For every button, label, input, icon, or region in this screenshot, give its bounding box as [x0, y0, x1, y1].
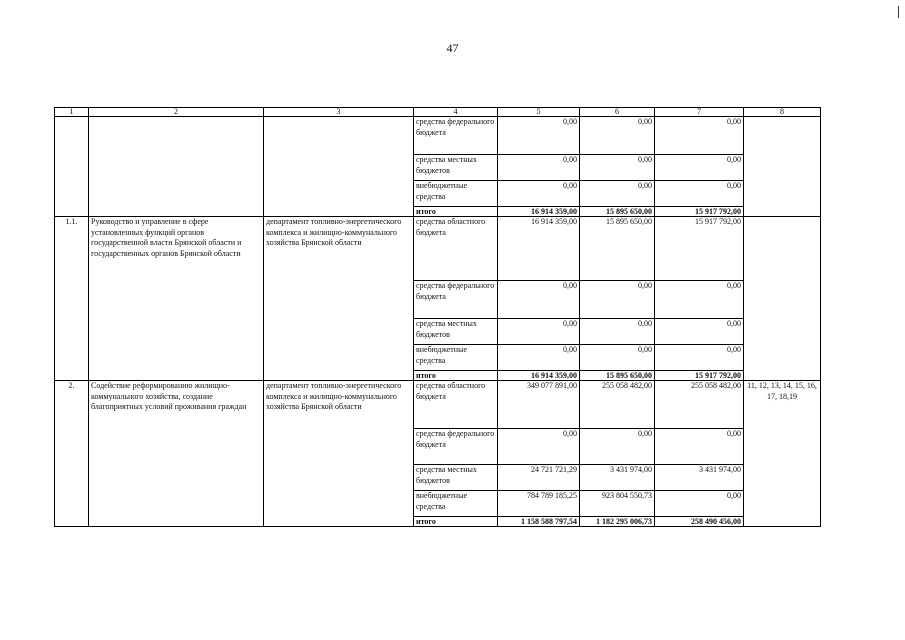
value-cell: 0,00 — [655, 155, 744, 181]
value-cell: 0,00 — [498, 117, 580, 155]
total-cell: 1 182 295 006,73 — [580, 517, 655, 527]
source-label: средства федерального бюджета — [414, 429, 498, 465]
cell-empty — [744, 117, 821, 217]
value-cell: 0,00 — [655, 181, 744, 207]
row-number: 1.1. — [55, 217, 89, 381]
value-cell: 3 431 974,00 — [580, 465, 655, 491]
scan-mark — [898, 6, 899, 18]
total-cell: 15 917 792,00 — [655, 207, 744, 217]
value-cell: 0,00 — [655, 281, 744, 319]
total-cell: 15 917 792,00 — [655, 371, 744, 381]
source-label: внебюджетные средства — [414, 345, 498, 371]
total-cell: 16 914 359,00 — [498, 207, 580, 217]
value-cell: 0,00 — [498, 345, 580, 371]
col-header: 1 — [55, 108, 89, 117]
col-header: 5 — [498, 108, 580, 117]
value-cell: 0,00 — [580, 117, 655, 155]
value-cell: 16 914 359,00 — [498, 217, 580, 281]
source-label: внебюджетные средства — [414, 491, 498, 517]
value-cell: 923 804 550,73 — [580, 491, 655, 517]
table-row — [55, 381, 821, 429]
table-row — [55, 117, 821, 155]
source-label: средства областного бюджета — [414, 381, 498, 429]
total-label: итого — [414, 517, 498, 527]
value-cell: 0,00 — [655, 345, 744, 371]
value-cell: 0,00 — [498, 429, 580, 465]
value-cell: 0,00 — [655, 429, 744, 465]
source-label: средства федерального бюджета — [414, 281, 498, 319]
total-cell: 258 490 456,00 — [655, 517, 744, 527]
value-cell: 0,00 — [655, 319, 744, 345]
value-cell: 255 058 482,00 — [580, 381, 655, 429]
source-label: средства местных бюджетов — [414, 319, 498, 345]
total-cell: 16 914 359,00 — [498, 371, 580, 381]
table-row — [55, 217, 821, 281]
cell-empty — [264, 117, 414, 217]
value-cell: 0,00 — [498, 181, 580, 207]
value-cell: 0,00 — [580, 181, 655, 207]
value-cell: 3 431 974,00 — [655, 465, 744, 491]
value-cell: 784 789 185,25 — [498, 491, 580, 517]
value-cell: 255 058 482,00 — [655, 381, 744, 429]
value-cell: 0,00 — [580, 429, 655, 465]
source-label: внебюджетные средства — [414, 181, 498, 207]
value-cell: 0,00 — [655, 491, 744, 517]
value-cell: 349 077 891,00 — [498, 381, 580, 429]
total-cell: 15 895 650,00 — [580, 371, 655, 381]
indicator-cell: 11, 12, 13, 14, 15, 16, 17, 18,19 — [744, 381, 821, 527]
col-header: 4 — [414, 108, 498, 117]
executor: департамент топливно-энергетического комплекса и жилищно-коммунального хозяйства Брянской области — [264, 381, 414, 527]
col-header: 2 — [89, 108, 264, 117]
col-header: 6 — [580, 108, 655, 117]
value-cell: 0,00 — [655, 117, 744, 155]
indicator-cell — [744, 217, 821, 381]
total-label: итого — [414, 371, 498, 381]
value-cell: 0,00 — [580, 319, 655, 345]
page-number: 47 — [446, 41, 459, 55]
value-cell: 15 917 792,00 — [655, 217, 744, 281]
cell-empty — [89, 117, 264, 217]
value-cell: 0,00 — [580, 155, 655, 181]
budget-table — [54, 107, 821, 527]
header-row — [55, 108, 821, 117]
value-cell: 24 721 721,29 — [498, 465, 580, 491]
executor: департамент топливно-энергетического комплекса и жилищно-коммунального хозяйства Брянской области — [264, 217, 414, 381]
source-label: средства областного бюджета — [414, 217, 498, 281]
source-label: средства местных бюджетов — [414, 465, 498, 491]
activity-name: Руководство и управление в сфере установленных функций органов государственной власти Брянской области и государственных органов Брянской области — [89, 217, 264, 381]
activity-name: Содействие реформированию жилищно-коммунального хозяйства, создание благоприятных условий проживания граждан — [89, 381, 264, 527]
source-label: средства местных бюджетов — [414, 155, 498, 181]
total-cell: 1 158 588 797,54 — [498, 517, 580, 527]
total-cell: 15 895 650,00 — [580, 207, 655, 217]
value-cell: 0,00 — [498, 155, 580, 181]
col-header: 8 — [744, 108, 821, 117]
value-cell: 0,00 — [498, 281, 580, 319]
col-header: 3 — [264, 108, 414, 117]
col-header: 7 — [655, 108, 744, 117]
cell-empty — [55, 117, 89, 217]
value-cell: 0,00 — [580, 281, 655, 319]
source-label: средства федерального бюджета — [414, 117, 498, 155]
value-cell: 0,00 — [580, 345, 655, 371]
row-number: 2. — [55, 381, 89, 527]
value-cell: 0,00 — [498, 319, 580, 345]
total-label: итого — [414, 207, 498, 217]
value-cell: 15 895 650,00 — [580, 217, 655, 281]
